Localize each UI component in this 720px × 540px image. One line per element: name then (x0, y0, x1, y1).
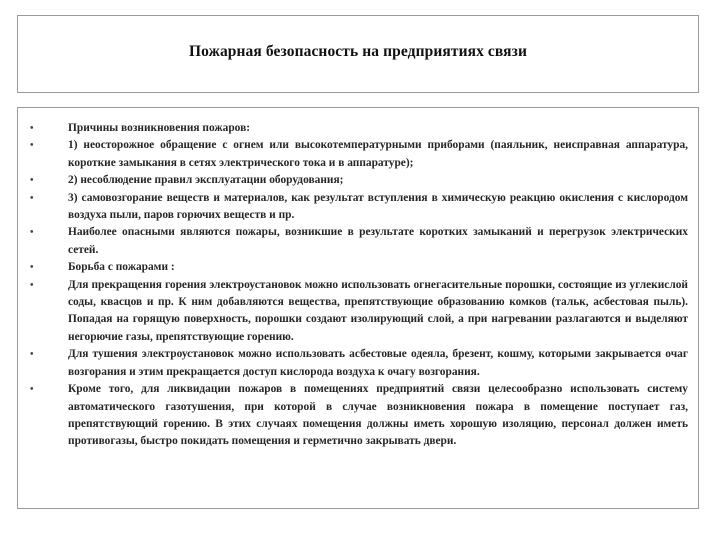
bullet-item (30, 190, 688, 225)
bullet-item (30, 346, 688, 381)
bullet-icon: • (30, 349, 34, 361)
bullet-icon: • (30, 175, 34, 187)
bullet-text: Для прекращения горения электроустановок можно использовать огнегасительные порошки, состоящие из углекислой соды, квасцов и пр. К ним добавляются вещества, препятствующие образованию комков (тальк, асбестовая пыль). Попадая на горящую поверхность, порошки создают изолирующий слой, а при нагревании разлагаются и выделяют негорючие газы, препятствующие горению. (68, 278, 688, 343)
bullet-text: Кроме того, для ликвидации пожаров в помещениях предприятий связи целесообразно использовать систему автоматического газотушения, при которой в случае возникновения пожара в помещение поступает газ, препятствующий горению. В этих случаях помещения должны иметь хорошую изоляцию, персонал должен иметь противогазы, быстро покидать помещения и герметично закрывать двери. (68, 383, 688, 448)
bullet-text: Борьба с пожарами : (68, 261, 175, 274)
bullet-icon: • (30, 262, 34, 274)
bullet-item (30, 120, 688, 137)
bullet-icon: • (30, 123, 34, 134)
bullet-icon: • (30, 192, 34, 204)
bullet-item (30, 277, 688, 347)
bullet-item (30, 137, 688, 172)
bullet-text: 3) самовозгорание веществ и материалов, как результат вступления в химическую реакцию окисления с кислородом воздуха пыли, паров горючих веществ и пр. (68, 191, 688, 222)
bullet-item (30, 172, 688, 189)
bullet-text: 1) неосторожное обращение с огнем или высокотемпературными приборами (паяльник, неисправная аппаратура, короткие замыкания в сетях электрического тока и в аппаратуре); (68, 139, 688, 169)
bullet-item (30, 259, 688, 276)
bullet-item (30, 381, 688, 451)
bullet-icon: • (30, 384, 34, 396)
bullet-icon: • (30, 279, 34, 291)
title-box (17, 15, 699, 93)
bullet-item (30, 224, 688, 259)
bullet-text: Наиболее опасными являются пожары, возникшие в результате коротких замыканий и перегрузок электрических сетей. (68, 226, 688, 256)
bullet-text: Для тушения электроустановок можно использовать асбестовые одеяла, брезент, кошму, которыми закрывается очаг возгорания и этим прекращается доступ кислорода воздуха к очагу возгорания. (68, 348, 688, 378)
bullet-list (30, 120, 688, 451)
bullet-icon: • (30, 140, 34, 152)
bullet-text: Причины возникновения пожаров: (68, 122, 251, 134)
slide-title: Пожарная безопасность на предприятиях связи (188, 43, 528, 60)
bullet-icon: • (30, 227, 34, 239)
content-box (17, 107, 699, 509)
bullet-text: 2) несоблюдение правил эксплуатации оборудования; (68, 174, 344, 187)
